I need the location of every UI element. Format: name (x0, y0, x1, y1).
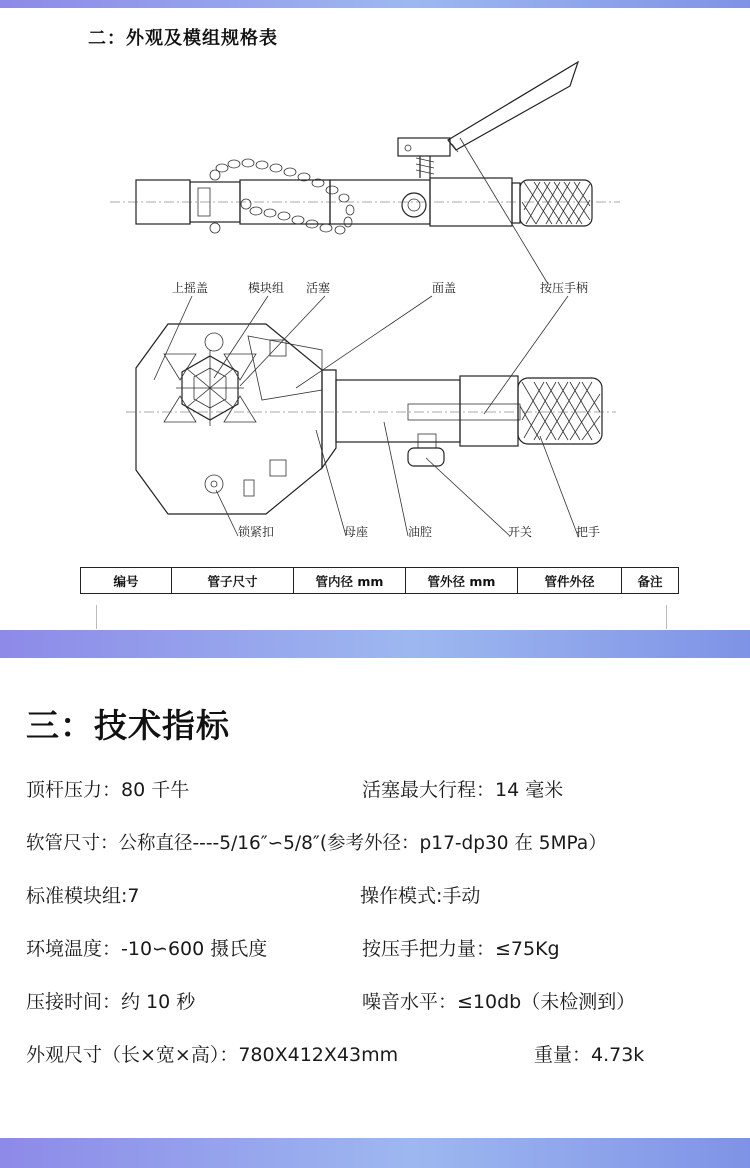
page-corner-mark-right (666, 605, 675, 629)
spec-crimp-time: 压接时间：约 10 秒 (26, 991, 196, 1013)
crimper-technical-drawing (0, 50, 750, 565)
section-divider-band (0, 630, 750, 658)
label-piston: 活塞 (306, 281, 331, 295)
col-header-outer-diameter: 管外径 mm (406, 568, 518, 594)
module-spec-table (80, 567, 679, 594)
page-corner-mark-left (88, 605, 97, 629)
spec-piston-stroke: 活塞最大行程：14 毫米 (362, 779, 564, 801)
label-lock-buckle: 锁紧扣 (238, 525, 275, 539)
spec-top-pressure: 顶杆压力：80 千牛 (26, 779, 190, 801)
spec-dimensions: 外观尺寸（长×宽×高）：780X412X43mm (26, 1044, 399, 1066)
label-upper-cover: 上摇盖 (172, 281, 209, 295)
top-decorative-band (0, 0, 750, 8)
section-3-title: 三：技术指标 (26, 706, 230, 745)
callout-lines (154, 138, 578, 536)
side-view (110, 62, 620, 234)
section-2-title: 二：外观及模组规格表 (88, 28, 278, 49)
spec-weight: 重量：4.73k (534, 1044, 645, 1066)
spec-noise-level: 噪音水平：≤10db（未检测到） (362, 991, 636, 1013)
spec-env-temp: 环境温度：-10∽600 摄氏度 (26, 938, 268, 960)
col-header-inner-diameter: 管内径 mm (294, 568, 406, 594)
col-header-fitting-diameter: 管件外径 (518, 568, 622, 594)
spec-handle-force: 按压手把力量：≤75Kg (362, 938, 560, 960)
label-handle: 把手 (576, 525, 601, 539)
label-module-group: 模块组 (248, 281, 285, 295)
col-header-remarks: 备注 (622, 568, 679, 594)
label-press-handle: 按压手柄 (540, 281, 589, 295)
label-face-cover: 面盖 (432, 281, 457, 295)
label-oil-chamber: 油腔 (408, 525, 433, 539)
spec-operation-mode: 操作模式:手动 (360, 885, 481, 907)
die-module (164, 350, 256, 426)
spec-standard-module: 标准模块组:7 (26, 885, 140, 907)
col-header-number: 编号 (81, 568, 172, 594)
label-switch: 开关 (508, 525, 533, 539)
col-header-pipe-size: 管子尺寸 (172, 568, 294, 594)
front-view (126, 324, 616, 514)
bottom-decorative-band (0, 1138, 750, 1168)
spec-hose-size: 软管尺寸：公称直径----5/16″∽5/8″(参考外径：p17-dp30 在 5MPa） (26, 833, 607, 854)
table-header-row (81, 568, 679, 594)
label-base: 母座 (344, 525, 369, 539)
